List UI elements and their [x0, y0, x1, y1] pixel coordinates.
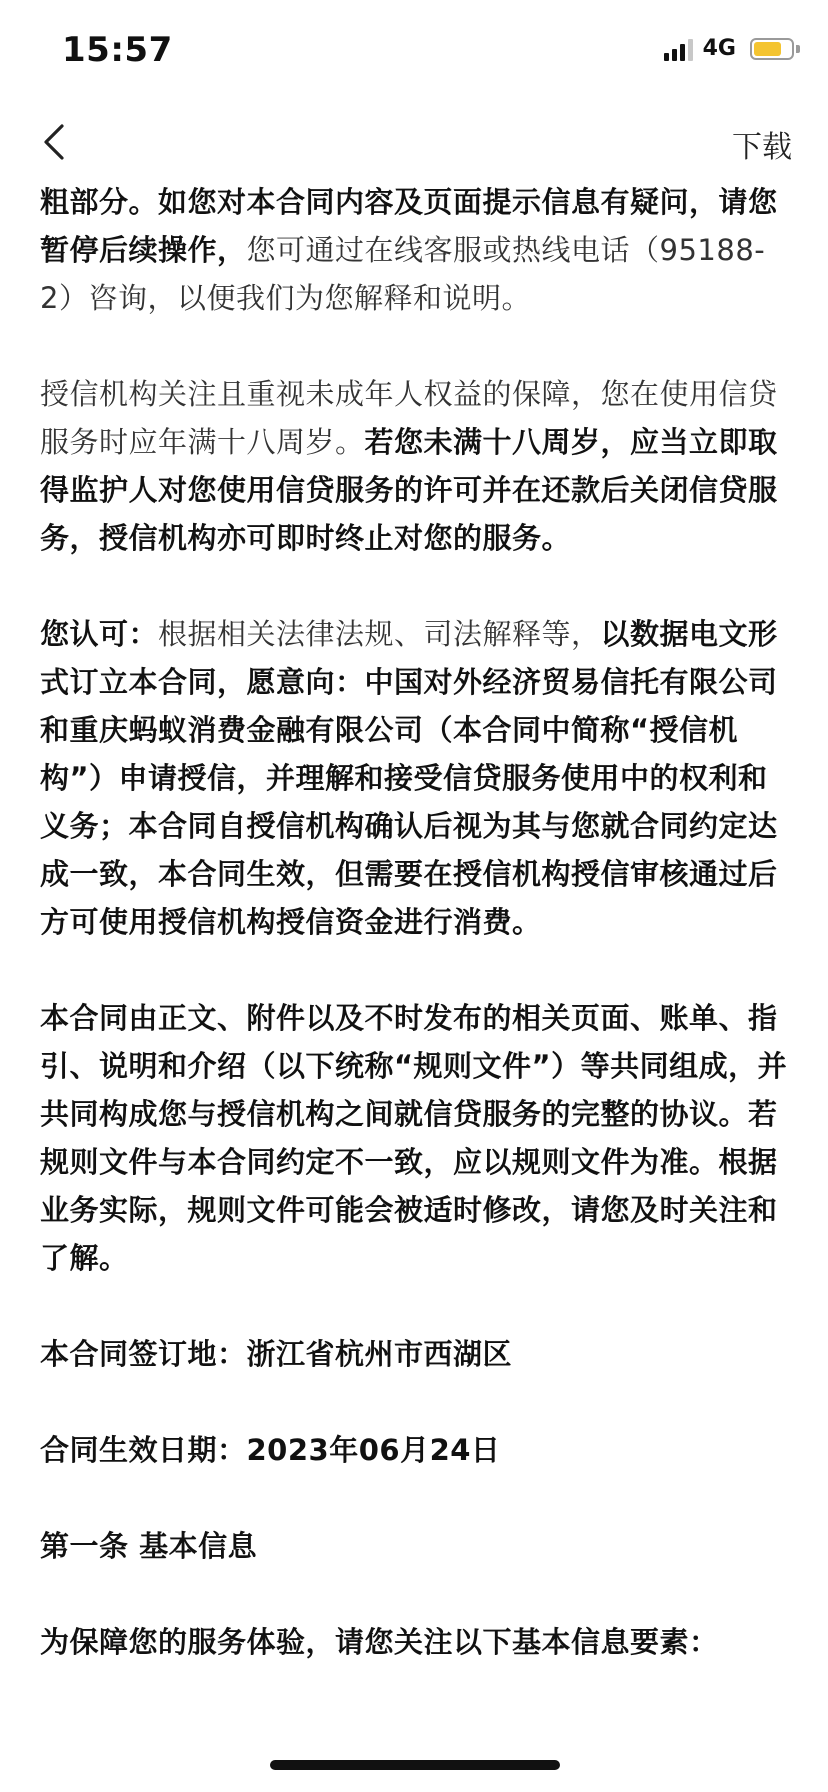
nav-bar [0, 100, 828, 190]
paragraph-effective-date [40, 1426, 790, 1474]
plain-text: 授信机构关注且重视未成年人权益的保障，您在使用信贷服务时应年满十八周岁。 [40, 377, 778, 459]
plain-text: 根据相关法律法规、司法解释等， [158, 617, 601, 651]
bold-text: 若您未满十八周岁，应当立即取得监护人对您使用信贷服务的许可并在还款后关闭信贷服务，授信机构亦可即时终止对您的服务。 [40, 425, 778, 555]
battery-cap [796, 45, 800, 53]
paragraph-basic-info-intro [40, 1618, 790, 1666]
network-type: 4G [702, 36, 736, 61]
battery-icon [750, 38, 794, 60]
chevron-left-icon[interactable] [34, 120, 78, 164]
bold-text: 以数据电文形式订立本合同，愿意向：中国对外经济贸易信托有限公司和重庆蚂蚁消费金融有限公司（本合同中简称“授信机构”）申请授信，并理解和接受信贷服务使用中的权利和义务；本合同自授信机构确认后视为其与您就合同约定达成一致，本合同生效，但需要在授信机构授信审核通过后方可使用授信机构授信资金进行消费。 [40, 617, 778, 939]
paragraph-signing-place [40, 1330, 790, 1378]
paragraph-composition [40, 994, 790, 1282]
contract-content [40, 178, 790, 1714]
paragraph-consent [40, 610, 790, 946]
bold-text: 为保障您的服务体验，请您关注以下基本信息要素： [40, 1625, 719, 1659]
paragraph-inquiry [40, 178, 790, 322]
status-bar [0, 0, 828, 100]
status-time: 15:57 [62, 30, 173, 70]
bold-text: 第一条 基本信息 [40, 1529, 258, 1563]
signal-strength-icon [664, 37, 693, 61]
home-indicator[interactable] [270, 1760, 560, 1770]
section-heading-basic-info [40, 1522, 790, 1570]
bold-text: 粗部分。如您对本合同内容及页面提示信息有疑问，请您暂停后续操作， [40, 185, 778, 267]
battery-level [754, 42, 781, 56]
bold-text: 本合同由正文、附件以及不时发布的相关页面、账单、指引、说明和介绍（以下统称“规则文件”）等共同组成，并共同构成您与授信机构之间就信贷服务的完整的协议。若规则文件与本合同约定不一致，应以规则文件为准。根据业务实际，规则文件可能会被适时修改，请您及时关注和了解。 [40, 1001, 788, 1275]
paragraph-minor-protection [40, 370, 790, 562]
bold-text: 本合同签订地：浙江省杭州市西湖区 [40, 1337, 513, 1371]
plain-text: 您可通过在线客服或热线电话（95188-2）咨询，以便我们为您解释和说明。 [40, 233, 766, 315]
bold-text: 您认可： [40, 617, 159, 651]
bold-text: 合同生效日期：2023年06月24日 [40, 1433, 501, 1467]
status-indicators [664, 36, 800, 61]
download-button[interactable]: 下载 [732, 130, 792, 165]
